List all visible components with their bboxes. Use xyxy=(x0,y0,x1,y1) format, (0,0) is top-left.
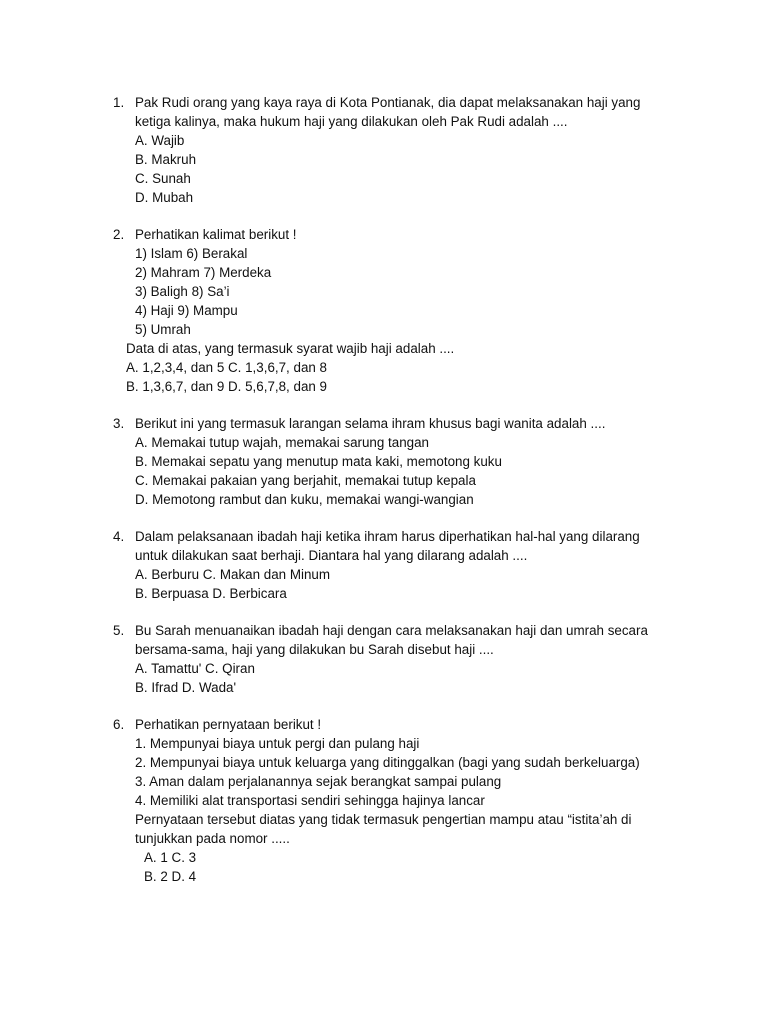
question-line: C. Sunah xyxy=(135,171,191,186)
question-line: C. Memakai pakaian yang berjahit, memakai tutup kepala xyxy=(135,473,476,488)
question-line: Pak Rudi orang yang kaya raya di Kota Pontianak, dia dapat melaksanakan haji yang xyxy=(135,95,641,110)
question-number: 1. xyxy=(113,95,125,110)
question-line: B. 1,3,6,7, dan 9 D. 5,6,7,8, dan 9 xyxy=(126,379,328,394)
question-2 xyxy=(0,225,768,396)
question-3 xyxy=(0,414,768,509)
question-line: B. Berpuasa D. Berbicara xyxy=(135,586,287,601)
question-line: 4) Haji 9) Mampu xyxy=(135,303,238,318)
question-line: 2. Mempunyai biaya untuk keluarga yang ditinggalkan (bagi yang sudah berkeluarga) xyxy=(135,755,640,770)
exam-document xyxy=(0,93,768,904)
question-number: 5. xyxy=(113,623,125,638)
question-line: 3) Baligh 8) Sa’i xyxy=(135,284,230,299)
question-line: bersama-sama, haji yang dilakukan bu Sarah disebut haji .... xyxy=(135,642,494,657)
question-line: A. 1,2,3,4, dan 5 C. 1,3,6,7, dan 8 xyxy=(126,360,328,375)
question-6 xyxy=(0,715,768,886)
question-line: Berikut ini yang termasuk larangan selama ihram khusus bagi wanita adalah .... xyxy=(135,416,606,431)
question-line: A. 1 C. 3 xyxy=(144,850,197,865)
question-line: A. Berburu C. Makan dan Minum xyxy=(135,567,330,582)
question-4 xyxy=(0,527,768,603)
question-line: 1) Islam 6) Berakal xyxy=(135,246,248,261)
question-line: B. Makruh xyxy=(135,152,197,167)
question-number: 4. xyxy=(113,529,125,544)
question-line: Dalam pelaksanaan ibadah haji ketika ihram harus diperhatikan hal-hal yang dilarang xyxy=(135,529,640,544)
question-line: untuk dilakukan saat berhaji. Diantara hal yang dilarang adalah .... xyxy=(135,548,528,563)
question-5 xyxy=(0,621,768,697)
question-line: B. Ifrad D. Wada' xyxy=(135,680,237,695)
question-line: A. Tamattu' C. Qiran xyxy=(135,661,255,676)
question-line: 5) Umrah xyxy=(135,322,191,337)
question-number: 3. xyxy=(113,416,125,431)
question-line: A. Wajib xyxy=(135,133,185,148)
question-line: 3. Aman dalam perjalanannya sejak berangkat sampai pulang xyxy=(135,774,502,789)
question-line: B. Memakai sepatu yang menutup mata kaki, memotong kuku xyxy=(135,454,502,469)
question-line: Perhatikan pernyataan berikut ! xyxy=(135,717,322,732)
question-number: 2. xyxy=(113,227,125,242)
question-line: Perhatikan kalimat berikut ! xyxy=(135,227,297,242)
question-line: ketiga kalinya, maka hukum haji yang dilakukan oleh Pak Rudi adalah .... xyxy=(135,114,568,129)
question-line: D. Memotong rambut dan kuku, memakai wangi-wangian xyxy=(135,492,474,507)
question-line: tunjukkan pada nomor ..... xyxy=(135,831,290,846)
question-line: 2) Mahram 7) Merdeka xyxy=(135,265,272,280)
question-1 xyxy=(0,93,768,207)
question-line: 1. Mempunyai biaya untuk pergi dan pulang haji xyxy=(135,736,420,751)
question-number: 6. xyxy=(113,717,125,732)
question-line: Bu Sarah menuanaikan ibadah haji dengan cara melaksanakan haji dan umrah secara xyxy=(135,623,648,638)
question-line: 4. Memiliki alat transportasi sendiri sehingga hajinya lancar xyxy=(135,793,485,808)
question-line: D. Mubah xyxy=(135,190,194,205)
question-line: A. Memakai tutup wajah, memakai sarung tangan xyxy=(135,435,430,450)
question-line: B. 2 D. 4 xyxy=(144,869,197,884)
question-line: Pernyataan tersebut diatas yang tidak termasuk pengertian mampu atau “istita’ah di xyxy=(135,812,632,827)
question-line: Data di atas, yang termasuk syarat wajib haji adalah .... xyxy=(126,341,455,356)
